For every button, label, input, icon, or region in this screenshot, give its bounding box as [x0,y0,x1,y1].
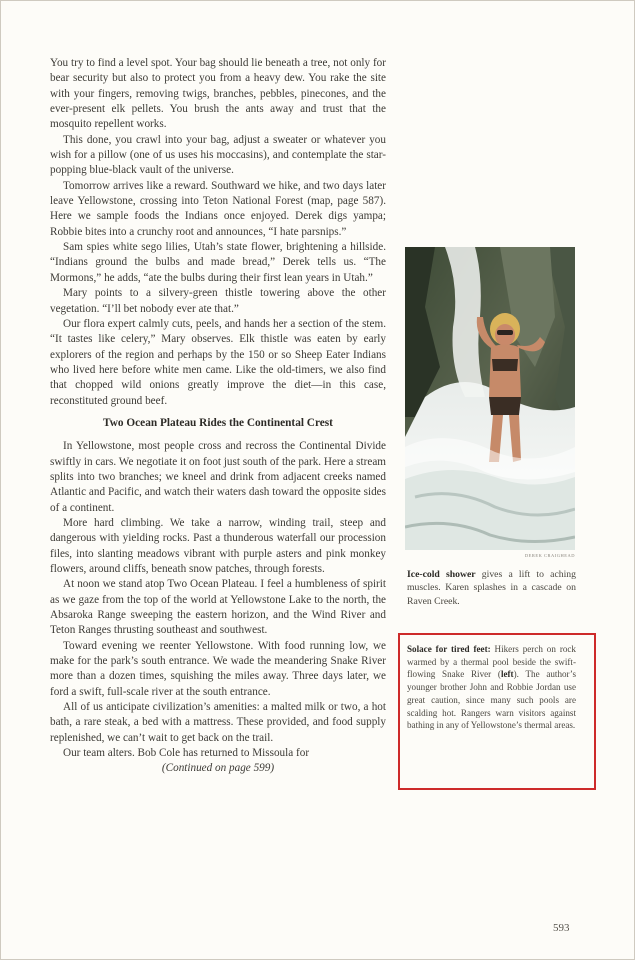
photo-caption [407,568,576,608]
caption-direction: left [500,669,514,680]
page-number: 593 [553,922,570,934]
caption-text: ). The author’s younger brother John and Robbie Jordan use great caution, since many such pools are scalding hot. Rangers warn visitors against bathing in any of Yellowstone’s thermal areas. [407,669,576,731]
paragraph: More hard climbing. We take a narrow, winding trail, steep and dangerous with yielding rocks. Past a thunderous waterfall our procession files, into slanting meadows vibrant with purple asters and pink monkey flowers, around cliffs, beneath snow patches, through forests. [50,516,386,575]
caption-lead: Ice-cold shower [407,569,476,580]
photo-caption-left [407,643,576,732]
paragraph: Mary points to a silvery-green thistle towering above the other vegetation. “I’ll bet nobody ever ate that.” [50,287,386,315]
paragraph: This done, you crawl into your bag, adjust a sweater or whatever you wish for a pillow (one of us uses his moccasins), and contemplate the star-popping blue-black vault of the universe. [50,133,386,177]
paragraph: You try to find a level spot. Your bag should lie beneath a tree, not only for bear security but also to protect you from a heavy dew. You rake the site with your fingers, removing twigs, branches, pebbles, pinecones, and the ever-present elk pellets. You brush the ants away and trust that the mosquito repellent works. [50,57,386,131]
paragraph: Our team alters. Bob Cole has returned to Missoula for [63,747,310,760]
paragraph: Our flora expert calmly cuts, peels, and hands her a section of the stem. “It tastes like celery,” Mary observes. Elk thistle was eaten by early explorers of the region and perhaps by the 150 or so Sheep Eater Indians who lived here before white men came. Like the old-timers, we also find that chopped wild onions greatly improve the diet—in this case, reconstituted ground beef. [50,317,386,407]
caption-text: Hikers perch on rock warmed by a thermal pool beside the swift-flowing Snake River ( [407,644,576,680]
paragraph: In Yellowstone, most people cross and recross the Continental Divide swiftly in cars. We negotiate it on foot just south of the park. Here a stream splits into two branches; we kneel and drink from adjacent creeks named Atlantic and Pacific, and watch their waters dash toward the opposite sides of a continent. [50,440,386,514]
paragraph: At noon we stand atop Two Ocean Plateau. I feel a humbleness of spirit as we gaze from the top of the world at Yellowstone Lake to the north, the Absaroka Range sweeping the eastern horizon, and the Wind River and Teton Ranges thrusting southeast and southwest. [50,578,386,637]
paragraph: All of us anticipate civilization’s amenities: a malted milk or two, a hot bath, a rare steak, a bed with a mattress. These provided, and food supply replenished, we can’t wait to get back on the trail. [50,701,386,744]
caption-text: gives a lift to aching muscles. Karen splashes in a cascade on Raven Creek. [407,569,576,607]
waterfall-photo [405,247,575,550]
paragraph: Tomorrow arrives like a reward. Southward we hike, and two days later leave Yellowstone, crossing into Teton National Forest (map, page 587). Here we sample foods the Indians once enjoyed. Derek digs yampa; Robbie bites into a crunchy root and announces, “I hate parsnips.” [50,179,386,238]
continued-note: (Continued on page 599) [161,762,275,775]
article-column [50,56,386,777]
paragraph: Sam spies white sego lilies, Utah’s state flower, brightening a hillside. “Indians ground the bulbs and made bread,” Derek tells us. “The Mormons,” he adds, “ate the bulbs during their first lean years in Utah.” [50,241,386,284]
section-subheading: Two Ocean Plateau Rides the Continental Crest [103,416,333,429]
caption-lead: Solace for tired feet: [407,644,491,654]
paragraph: Toward evening we reenter Yellowstone. With food running low, we make for the park’s south entrance. We wade the meandering Snake River more than a dozen times, squishing the miles away. Three days later, we ford a swift, full-scale river at the south entrance. [50,639,386,698]
photo-credit: DEREK CRAIGHEAD [524,553,575,558]
